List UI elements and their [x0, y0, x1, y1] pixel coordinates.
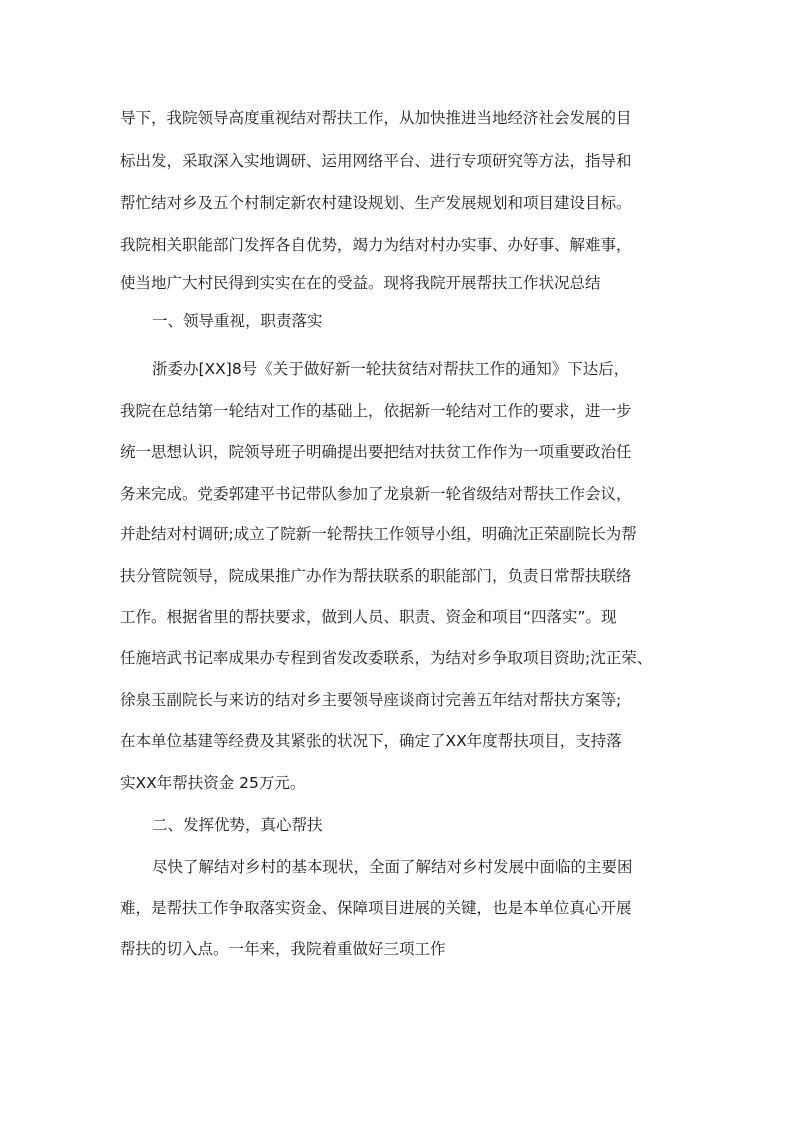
section-heading: 一、领导重视，职责落实 — [152, 312, 323, 330]
paragraph-line: 标出发，采取深入实地调研、运用网络平台、进行专项研究等方法，指导和 — [120, 152, 632, 170]
paragraph-line: 实XX年帮扶资金 25万元。 — [120, 774, 306, 792]
paragraph-line: 我院在总结第一轮结对工作的基础上，依据新一轮结对工作的要求，进一步 — [120, 402, 632, 420]
paragraph-line: 并赴结对村调研;成立了院新一轮帮扶工作领导小组，明确沈正荣副院长为帮 — [120, 525, 637, 543]
paragraph-line: 导下，我院领导高度重视结对帮扶工作，从加快推进当地经济社会发展的目 — [120, 109, 632, 127]
paragraph-line: 我院相关职能部门发挥各自优势，竭力为结对村办实事、办好事、解难事， — [120, 236, 632, 254]
paragraph-line: 徐泉玉副院长与来访的结对乡主要领导座谈商讨完善五年结对帮扶方案等; — [120, 691, 622, 709]
section-heading: 二、发挥优势，真心帮扶 — [152, 816, 323, 834]
paragraph-line: 统一思想认识，院领导班子明确提出要把结对扶贫工作作为一项重要政治任 — [120, 443, 632, 461]
paragraph-line: 浙委办[XX]8号《关于做好新一轮扶贫结对帮扶工作的通知》下达后， — [152, 360, 630, 378]
paragraph-line: 难，是帮扶工作争取落实资金、保障项目进展的关键，也是本单位真心开展 — [120, 899, 632, 917]
paragraph-line: 任施培武书记率成果办专程到省发改委联系，为结对乡争取项目资助;沈正荣、 — [120, 649, 653, 667]
paragraph-line: 帮忙结对乡及五个村制定新农村建设规划、生产发展规划和项目建设目标。 — [120, 194, 632, 212]
paragraph-line: 帮扶的切入点。一年来，我院着重做好三项工作 — [120, 940, 446, 958]
paragraph-line: 使当地广大村民得到实实在在的受益。现将我院开展帮扶工作状况总结 — [120, 274, 601, 292]
paragraph-line: 尽快了解结对乡村的基本现状，全面了解结对乡村发展中面临的主要困 — [152, 858, 633, 876]
paragraph-line: 扶分管院领导，院成果推广办作为帮扶联系的职能部门，负责日常帮扶联络 — [120, 567, 632, 585]
paragraph-line: 务来完成。党委郭建平书记带队参加了龙泉新一轮省级结对帮扶工作会议， — [120, 485, 632, 503]
paragraph-line: 在本单位基建等经费及其紧张的状况下，确定了XX年度帮扶项目，支持落 — [120, 732, 622, 750]
paragraph-line: 工作。根据省里的帮扶要求，做到人员、职责、资金和项目“四落实”。现 — [120, 608, 617, 626]
